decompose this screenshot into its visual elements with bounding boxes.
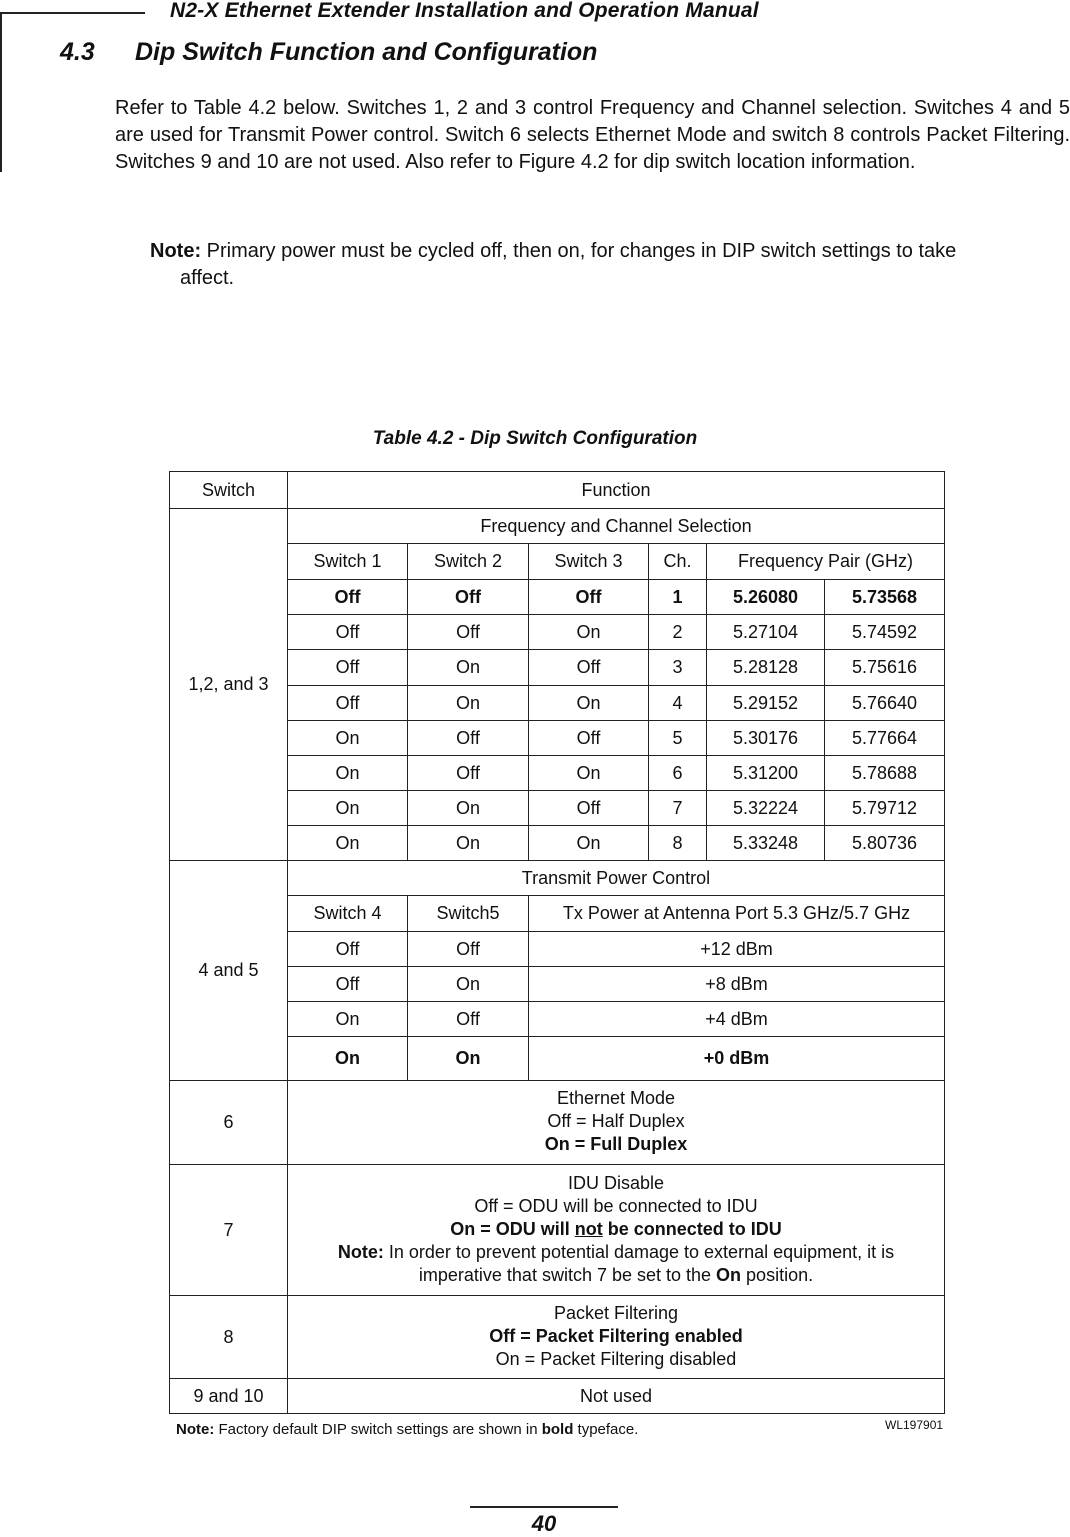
cell: Off xyxy=(288,615,408,650)
cell: On xyxy=(408,967,529,1002)
cell: Off xyxy=(529,791,649,826)
cell: On xyxy=(408,1037,529,1081)
cell: 5.29152 xyxy=(707,686,825,721)
cell: Off xyxy=(529,650,649,686)
table-footnote xyxy=(176,1421,638,1438)
note-text-2: affect. xyxy=(180,267,235,289)
footnote-bold: bold xyxy=(541,1421,574,1438)
cell: 4 xyxy=(649,686,707,721)
section-number: 4.3 xyxy=(60,38,95,66)
cell: On xyxy=(408,826,529,861)
cell: 5.74592 xyxy=(825,615,945,650)
cell: 5.79712 xyxy=(825,791,945,826)
col-freq-pair: Frequency Pair (GHz) xyxy=(707,544,945,580)
cell: On xyxy=(529,826,649,861)
idu-function xyxy=(288,1165,945,1296)
cell: +0 dBm xyxy=(529,1037,945,1081)
power-title: Transmit Power Control xyxy=(288,861,945,896)
cell: On xyxy=(408,686,529,721)
pkt-on: On = Packet Filtering disabled xyxy=(495,1348,737,1369)
col-switch1: Switch 1 xyxy=(288,544,408,580)
cell: 3 xyxy=(649,650,707,686)
footnote-text: Factory default DIP switch settings are shown in xyxy=(214,1421,542,1438)
pkt-title: Packet Filtering xyxy=(553,1302,679,1323)
col-tx-power: Tx Power at Antenna Port 5.3 GHz/5.7 GHz xyxy=(529,896,945,932)
section-title xyxy=(60,38,597,67)
idu-note-text: In order to prevent potential damage to external equipment, it is imperative that switch 7 be set to the xyxy=(383,1241,895,1285)
idu-note-label: Note: xyxy=(337,1241,384,1262)
cell: On xyxy=(529,686,649,721)
col-switch4: Switch 4 xyxy=(288,896,408,932)
power-note xyxy=(150,238,1070,292)
eth-switch-cell: 6 xyxy=(170,1081,288,1165)
idu-on-a: On = ODU will xyxy=(450,1218,575,1239)
cell: 5.31200 xyxy=(707,756,825,791)
cell: 5.30176 xyxy=(707,721,825,756)
cell: Off xyxy=(408,756,529,791)
cell: On xyxy=(408,791,529,826)
cell: On xyxy=(408,650,529,686)
cell: +8 dBm xyxy=(529,967,945,1002)
col-channel: Ch. xyxy=(649,544,707,580)
cell: 5.32224 xyxy=(707,791,825,826)
header-side-rule xyxy=(0,12,2,172)
cell: On xyxy=(288,1037,408,1081)
idu-note-bold: On xyxy=(716,1264,742,1285)
eth-title: Ethernet Mode xyxy=(556,1088,676,1108)
dip-switch-table xyxy=(169,471,945,1414)
cell: 5.27104 xyxy=(707,615,825,650)
cell: On xyxy=(288,721,408,756)
packet-row xyxy=(170,1296,945,1379)
cell: Off xyxy=(288,932,408,967)
cell: 6 xyxy=(649,756,707,791)
eth-function xyxy=(288,1081,945,1165)
cell: 5.73568 xyxy=(825,580,945,615)
cell: Off xyxy=(288,686,408,721)
idu-title: IDU Disable xyxy=(567,1172,665,1193)
cell: Off xyxy=(408,615,529,650)
page-number: 40 xyxy=(531,1511,557,1536)
cell: On xyxy=(288,826,408,861)
pkt-off: Off = Packet Filtering enabled xyxy=(489,1325,743,1346)
ethernet-row xyxy=(170,1081,945,1165)
cell: 7 xyxy=(649,791,707,826)
idu-on xyxy=(294,1218,938,1241)
pkt-function xyxy=(288,1296,945,1379)
cell: On xyxy=(288,1002,408,1037)
freq-title-row xyxy=(170,509,945,544)
cell: +4 dBm xyxy=(529,1002,945,1037)
cell: 5.26080 xyxy=(707,580,825,615)
cell: Off xyxy=(408,1002,529,1037)
header-rule xyxy=(0,12,145,14)
pkt-switch-cell: 8 xyxy=(170,1296,288,1379)
header-title: N2-X Ethernet Extender Installation and Operation Manual xyxy=(170,0,759,22)
unused-switch-cell: 9 and 10 xyxy=(170,1379,288,1414)
cell: On xyxy=(529,756,649,791)
cell: 1 xyxy=(649,580,707,615)
cell: Off xyxy=(408,932,529,967)
col-switch3: Switch 3 xyxy=(529,544,649,580)
note-text: Primary power must be cycled off, then on, for changes in DIP switch settings to take xyxy=(201,240,957,262)
header-function: Function xyxy=(288,472,945,509)
unused-function: Not used xyxy=(288,1379,945,1414)
cell: Off xyxy=(288,580,408,615)
cell: +12 dBm xyxy=(529,932,945,967)
note-label: Note: xyxy=(150,240,202,262)
cell: 2 xyxy=(649,615,707,650)
cell: Off xyxy=(529,580,649,615)
eth-on: On = Full Duplex xyxy=(544,1134,688,1154)
cell: 5.76640 xyxy=(825,686,945,721)
cell: 5.28128 xyxy=(707,650,825,686)
cell: On xyxy=(288,756,408,791)
footnote-end: typeface. xyxy=(573,1421,639,1438)
cell: Off xyxy=(408,580,529,615)
cell: 5.33248 xyxy=(707,826,825,861)
idu-switch-cell: 7 xyxy=(170,1165,288,1296)
cell: Off xyxy=(288,650,408,686)
cell: On xyxy=(529,615,649,650)
idu-note-end: position. xyxy=(741,1264,814,1285)
idu-on-c: be connected to IDU xyxy=(602,1218,782,1239)
cell: 5.78688 xyxy=(825,756,945,791)
cell: 5.75616 xyxy=(825,650,945,686)
table-caption: Table 4.2 - Dip Switch Configuration xyxy=(372,428,698,449)
col-switch2: Switch 2 xyxy=(408,544,529,580)
header-switch: Switch xyxy=(170,472,288,509)
idu-off: Off = ODU will be connected to IDU xyxy=(474,1195,758,1216)
col-switch5: Switch5 xyxy=(408,896,529,932)
cell: 5.77664 xyxy=(825,721,945,756)
power-title-row xyxy=(170,861,945,896)
freq-title: Frequency and Channel Selection xyxy=(288,509,945,544)
cell: 5 xyxy=(649,721,707,756)
cell: 8 xyxy=(649,826,707,861)
idu-note xyxy=(294,1241,938,1287)
freq-switch-cell: 1,2, and 3 xyxy=(170,509,288,861)
idu-on-not: not xyxy=(574,1218,603,1239)
unused-row xyxy=(170,1379,945,1414)
cell: On xyxy=(288,791,408,826)
table-header-row xyxy=(170,472,945,509)
idu-row xyxy=(170,1165,945,1296)
power-switch-cell: 4 and 5 xyxy=(170,861,288,1081)
footnote-label: Note: xyxy=(176,1421,215,1438)
cell: Off xyxy=(529,721,649,756)
cell: 5.80736 xyxy=(825,826,945,861)
cell: Off xyxy=(408,721,529,756)
page-rule xyxy=(470,1506,618,1508)
cell: Off xyxy=(288,967,408,1002)
figure-code: WL197901 xyxy=(885,1418,944,1432)
eth-off: Off = Half Duplex xyxy=(547,1111,685,1131)
intro-paragraph: Refer to Table 4.2 below. Switches 1, 2 and 3 control Frequency and Channel selection. Switches 4 and 5 are used for Transmit Power control. Switch 6 selects Ethernet Mode and switch 8 controls Packet Filtering. Switches 9 and 10 are not used. Also refer to Figure 4.2 for dip switch location information. xyxy=(115,97,1070,173)
section-heading: Dip Switch Function and Configuration xyxy=(135,38,598,66)
